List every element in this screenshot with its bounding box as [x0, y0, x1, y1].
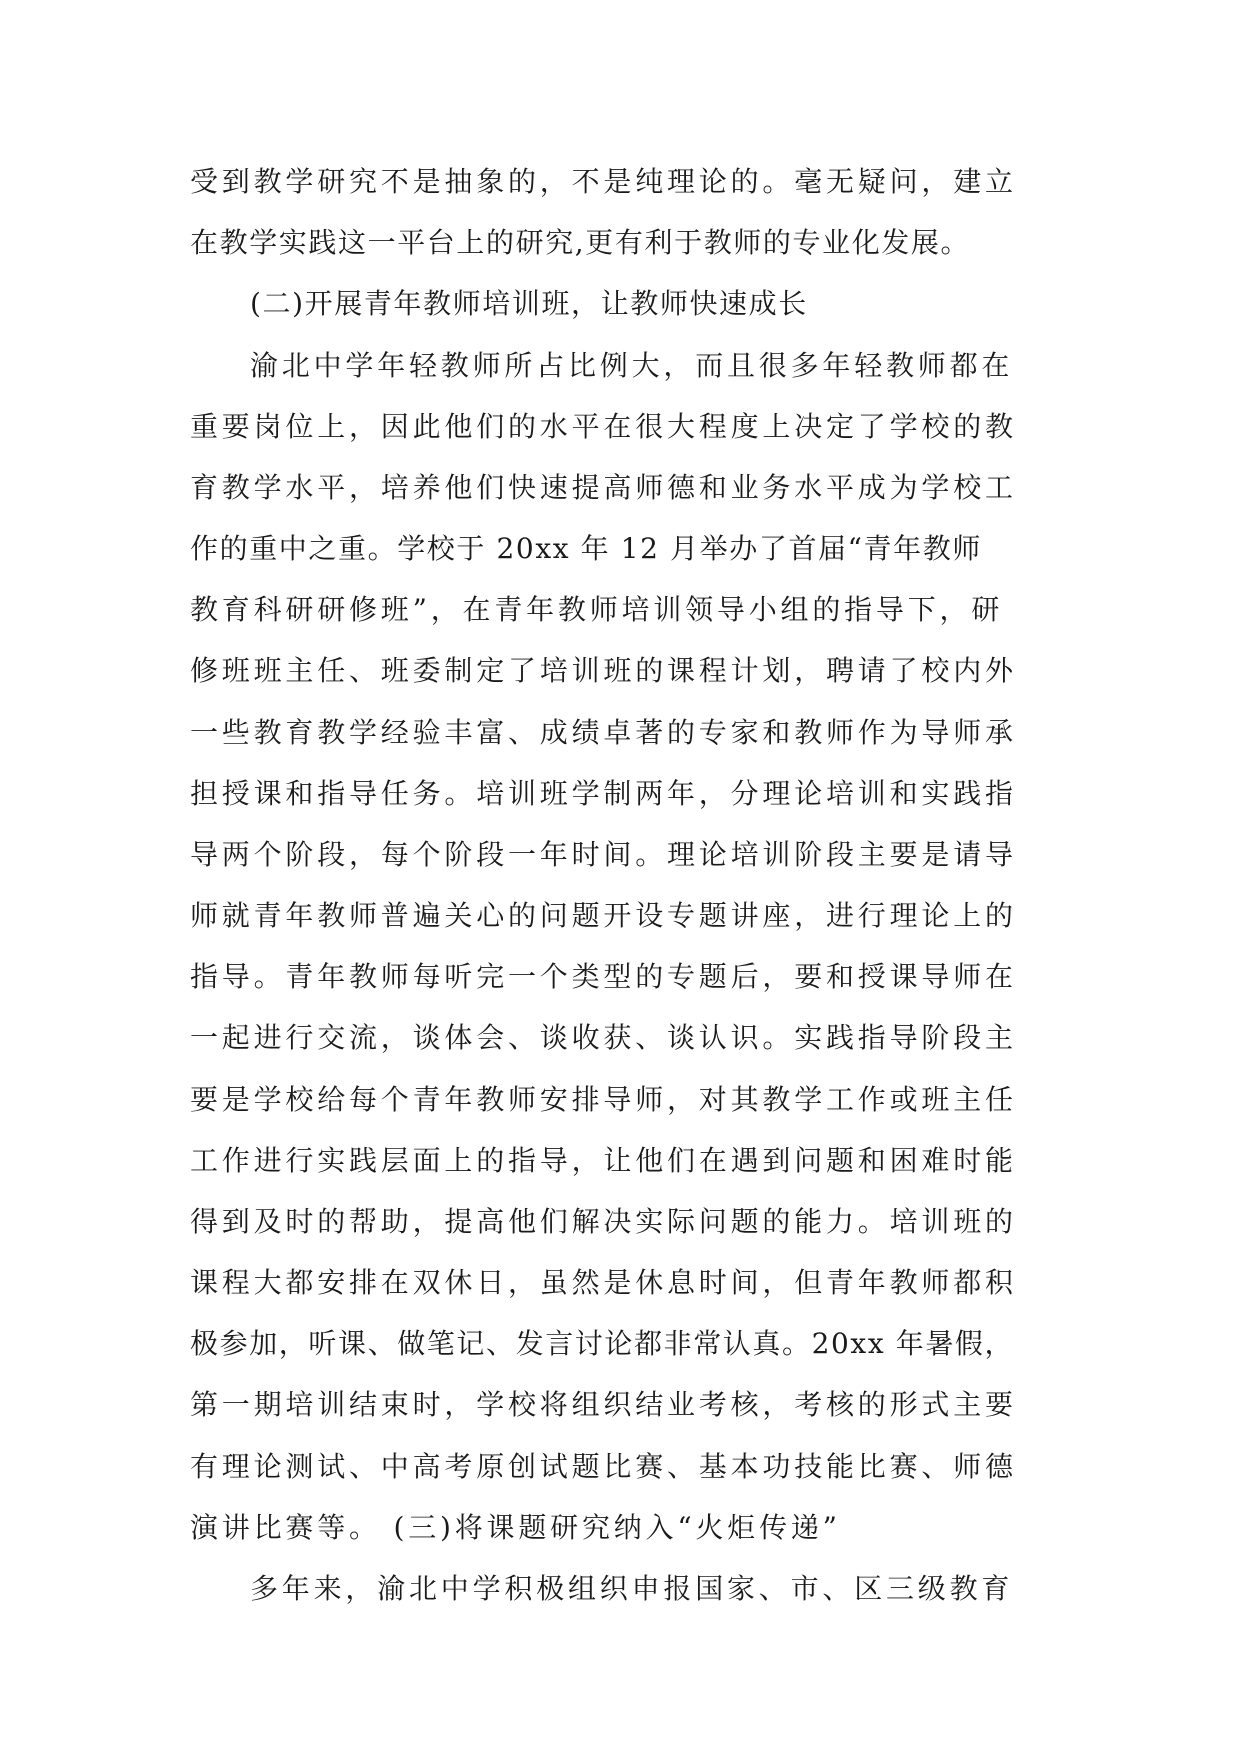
text-line: 指导。青年教师每听完一个类型的专题后，要和授课导师在: [190, 960, 1017, 993]
text-line: 渝北中学年轻教师所占比例大，而且很多年轻教师都在: [250, 349, 1014, 382]
text-line: 得到及时的帮助，提高他们解决实际问题的能力。培训班的: [190, 1205, 1017, 1238]
text-line: 工作进行实践层面上的指导，让他们在遇到问题和困难时能: [190, 1144, 1017, 1177]
text-line: 育教学水平，培养他们快速提高师德和业务水平成为学校工: [190, 471, 1017, 504]
text-line: 多年来，渝北中学积极组织申报国家、市、区三级教育: [250, 1572, 1014, 1605]
text-line: 担授课和指导任务。培训班学制两年，分理论培训和实践指: [190, 777, 1017, 810]
text-line: 重要岗位上，因此他们的水平在很大程度上决定了学校的教: [190, 410, 1017, 443]
text-line: 演讲比赛等。 (三)将课题研究纳入“火炬传递”: [190, 1511, 841, 1544]
text-line: 受到教学研究不是抽象的，不是纯理论的。毫无疑问，建立: [190, 165, 1017, 198]
text-line: 一起进行交流，谈体会、谈收获、谈认识。实践指导阶段主: [190, 1021, 1017, 1054]
text-line: 极参加，听课、做笔记、发言讨论都非常认真。20xx 年暑假，: [190, 1327, 1015, 1360]
text-line: 一些教育教学经验丰富、成绩卓著的专家和教师作为导师承: [190, 716, 1017, 749]
section-heading: (二)开展青年教师培训班，让教师快速成长: [250, 287, 808, 320]
text-line: 课程大都安排在双休日，虽然是休息时间，但青年教师都积: [190, 1266, 1017, 1299]
text-line: 师就青年教师普遍关心的问题开设专题讲座，进行理论上的: [190, 899, 1017, 932]
text-line: 第一期培训结束时，学校将组织结业考核，考核的形式主要: [190, 1388, 1017, 1421]
text-line: 有理论测试、中高考原创试题比赛、基本功技能比赛、师德: [190, 1450, 1017, 1483]
text-line: 在教学实践这一平台上的研究,更有利于教师的专业化发展。: [190, 226, 971, 259]
text-line: 作的重中之重。学校于 20xx 年 12 月举办了首届“青年教师: [190, 532, 982, 565]
text-line: 修班班主任、班委制定了培训班的课程计划，聘请了校内外: [190, 654, 1017, 687]
text-line: 导两个阶段，每个阶段一年时间。理论培训阶段主要是请导: [190, 838, 1017, 871]
text-line: 要是学校给每个青年教师安排导师，对其教学工作或班主任: [190, 1083, 1017, 1116]
text-line: 教育科研研修班”，在青年教师培训领导小组的指导下，研: [190, 593, 1004, 626]
